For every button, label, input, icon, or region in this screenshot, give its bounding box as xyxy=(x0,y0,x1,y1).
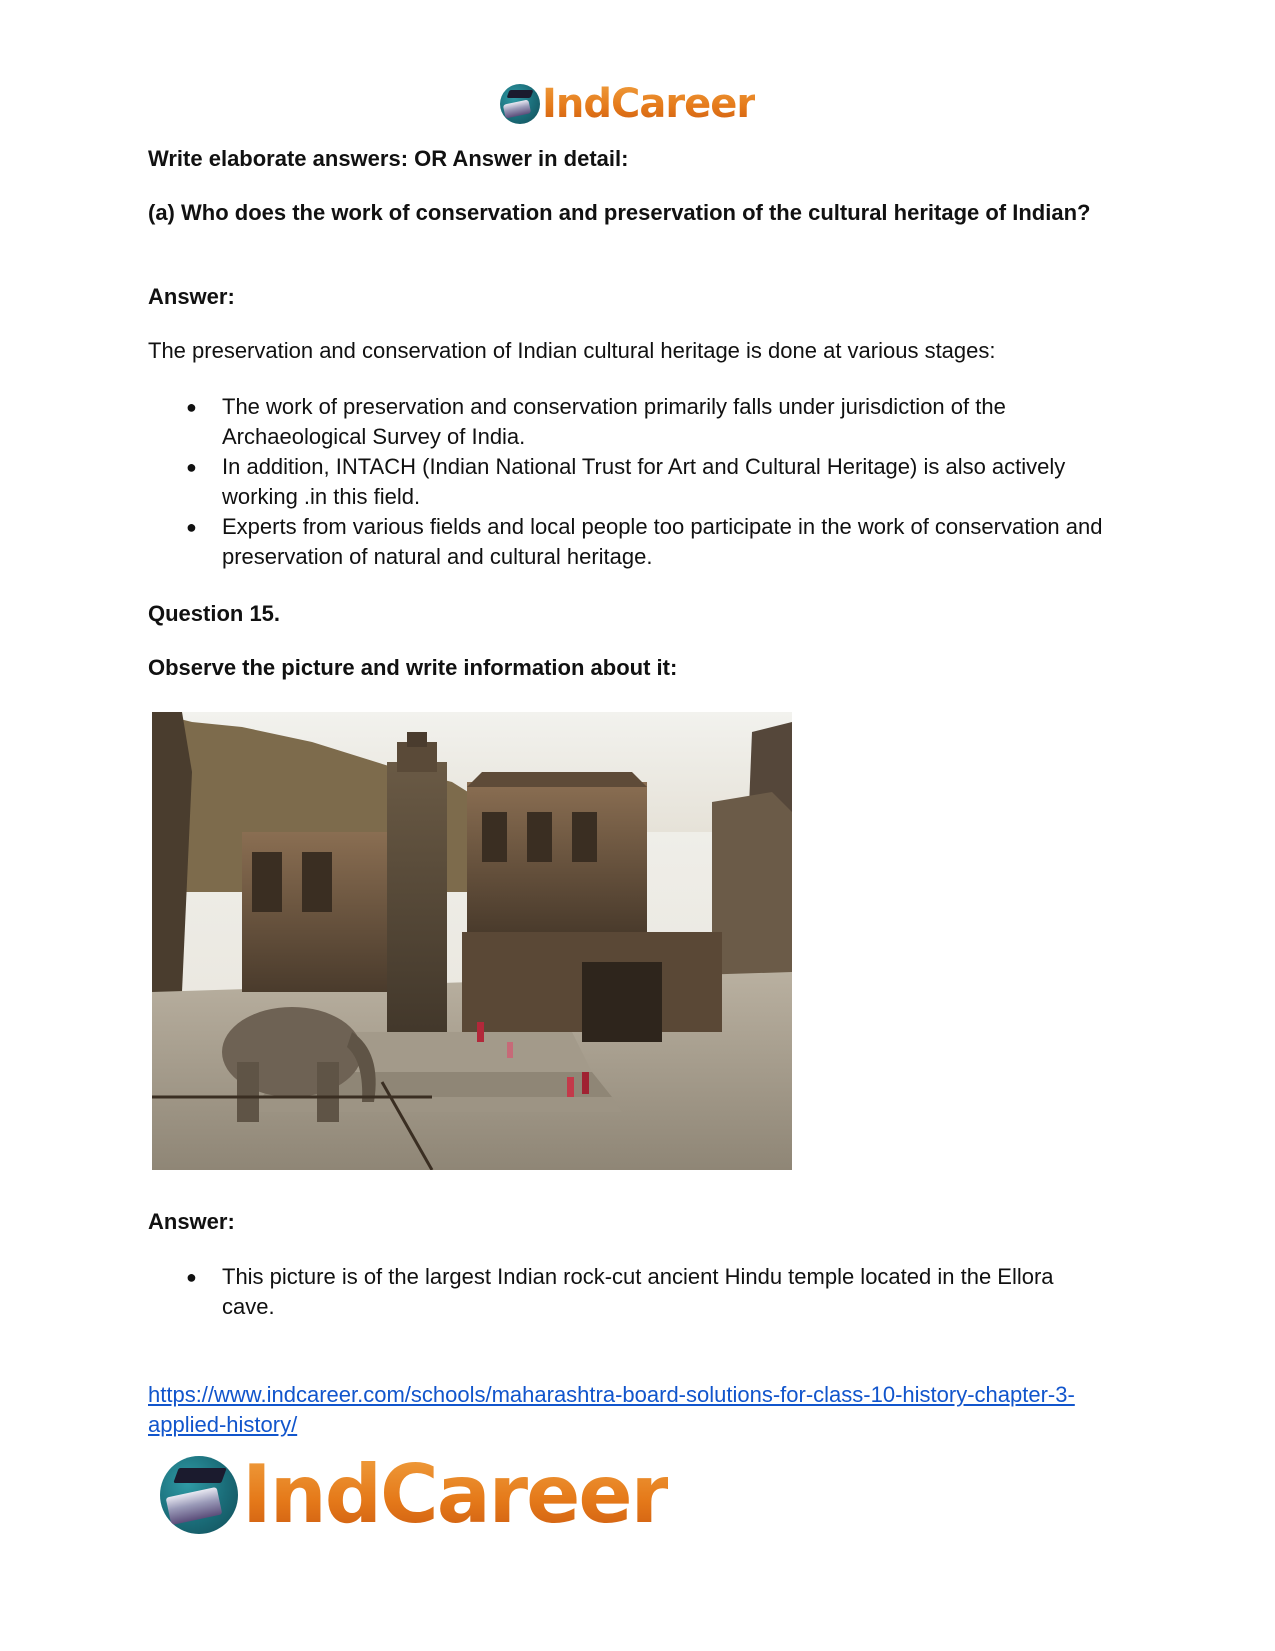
question-15-label: Question 15. xyxy=(148,601,281,626)
list-item xyxy=(148,392,1108,452)
graduation-book-icon xyxy=(500,84,540,124)
header-logo xyxy=(500,80,755,128)
bullet-icon: ● xyxy=(186,1267,197,1287)
bullet-icon: ● xyxy=(186,457,197,477)
footer-logo xyxy=(160,1450,668,1540)
question-15-text: Observe the picture and write information about it: xyxy=(148,655,678,680)
answer-label-2: Answer: xyxy=(148,1209,235,1234)
list-item-text: This picture is of the largest Indian rock-cut ancient Hindu temple located in the Ellora cave. xyxy=(222,1264,1054,1319)
bullet-icon: ● xyxy=(186,517,197,537)
graduation-book-icon xyxy=(160,1456,238,1534)
logo-text: IndCareer xyxy=(542,81,756,127)
list-item-text: Experts from various fields and local people too participate in the work of conservation and preservation of natural and cultural heritage. xyxy=(222,514,1103,569)
section-heading: Write elaborate answers: OR Answer in detail: xyxy=(148,146,629,171)
list-item xyxy=(148,512,1108,572)
question-a: (a) Who does the work of conservation and preservation of the cultural heritage of Indian? xyxy=(148,200,1091,225)
temple-photo xyxy=(152,712,792,1170)
list-item-text: The work of preservation and conservation primarily falls under jurisdiction of the Archaeological Survey of India. xyxy=(222,394,1006,449)
list-item-text: In addition, INTACH (Indian National Trust for Art and Cultural Heritage) is also actively working .in this field. xyxy=(222,454,1066,509)
answer-label: Answer: xyxy=(148,284,235,309)
logo-text: IndCareer xyxy=(242,1448,669,1541)
source-link[interactable]: https://www.indcareer.com/schools/maharashtra-board-solutions-for-class-10-history-chapter-3-applied-history/ xyxy=(148,1382,1075,1437)
answer-15-bullet-list xyxy=(148,1262,1108,1322)
list-item xyxy=(148,452,1108,512)
answer-intro: The preservation and conservation of Indian cultural heritage is done at various stages: xyxy=(148,338,996,363)
answer-bullet-list xyxy=(148,392,1108,572)
list-item xyxy=(148,1262,1108,1322)
bullet-icon: ● xyxy=(186,397,197,417)
